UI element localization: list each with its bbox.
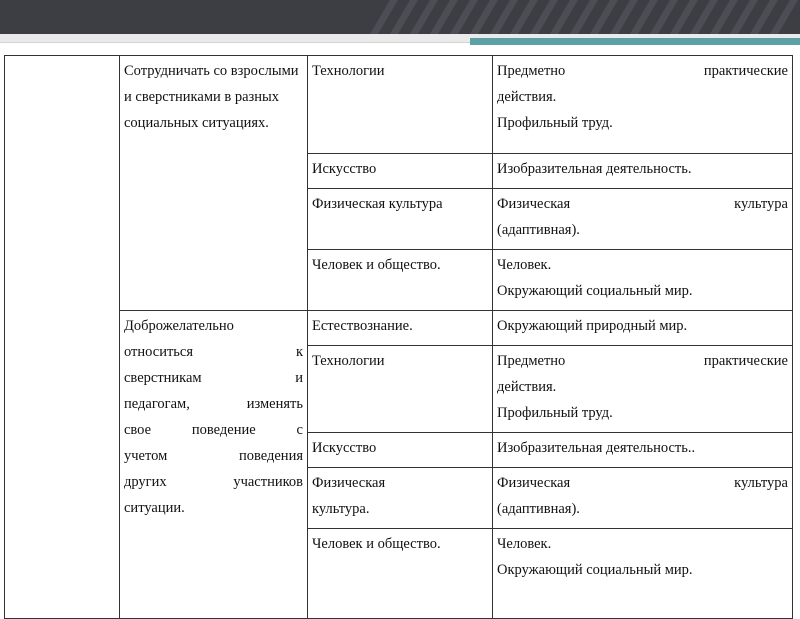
- header-accent-bar: [470, 38, 800, 45]
- goal-line: ситуации.: [124, 500, 185, 516]
- empty-first-column: [5, 56, 120, 619]
- subject-text: Технологии: [312, 63, 385, 79]
- subject-text: Искусство: [312, 440, 377, 456]
- goal-line: Доброжелательно: [124, 318, 234, 334]
- goal-line: сверстникам и: [124, 370, 303, 386]
- activity-line: действия.: [497, 89, 557, 105]
- subject-text: Физическая культура: [312, 196, 443, 212]
- table-row: [5, 311, 793, 346]
- activity-cell: [493, 250, 793, 311]
- curriculum-table: [4, 55, 793, 619]
- activity-line: Изобразительная деятельность..: [497, 440, 696, 456]
- subject-text: Технологии: [312, 353, 385, 369]
- activity-line: Окружающий социальный мир.: [497, 283, 693, 299]
- activity-cell: [493, 311, 793, 346]
- subject-cell: [308, 433, 493, 468]
- subject-cell: [308, 250, 493, 311]
- activity-line: Изобразительная деятельность.: [497, 161, 692, 177]
- activity-line: (адаптивная).: [497, 501, 580, 517]
- activity-cell: [493, 529, 793, 619]
- activity-cell: [493, 56, 793, 154]
- goal-line: учетом поведения: [124, 448, 303, 464]
- activity-line: Физическая культура: [497, 196, 788, 212]
- activity-line: Предметно практические: [497, 63, 788, 79]
- activity-cell: [493, 346, 793, 433]
- subject-cell: [308, 529, 493, 619]
- activity-line: действия.: [497, 379, 557, 395]
- subject-text: Естествознание.: [312, 318, 413, 334]
- activity-cell: [493, 468, 793, 529]
- goal-line: других участников: [124, 474, 303, 490]
- subject-text: Человек и общество.: [312, 536, 441, 552]
- subject-text: культура.: [312, 501, 370, 517]
- goal-line: относиться к: [124, 344, 303, 360]
- subject-text: Искусство: [312, 161, 377, 177]
- subject-cell: [308, 346, 493, 433]
- activity-line: Профильный труд.: [497, 115, 613, 131]
- subject-text: Физическая: [312, 475, 386, 491]
- subject-cell: [308, 468, 493, 529]
- subject-cell: [308, 154, 493, 189]
- goal-text: Сотрудничать со взрослыми и сверстниками в разных социальных ситуациях.: [124, 63, 299, 131]
- subject-text: Человек и общество.: [312, 257, 441, 273]
- header-stripes-decoration: [370, 0, 800, 34]
- activity-line: Профильный труд.: [497, 405, 613, 421]
- activity-line: Окружающий природный мир.: [497, 318, 688, 334]
- goal-cell: [120, 56, 308, 311]
- activity-line: Человек.: [497, 257, 552, 273]
- subject-cell: [308, 56, 493, 154]
- activity-cell: [493, 189, 793, 250]
- goal-line: свое поведение с: [124, 422, 303, 438]
- table-row: [5, 56, 793, 154]
- activity-line: Окружающий социальный мир.: [497, 562, 693, 578]
- activity-cell: [493, 154, 793, 189]
- subject-cell: [308, 189, 493, 250]
- activity-line: Предметно практические: [497, 353, 788, 369]
- goal-line: педагогам, изменять: [124, 396, 303, 412]
- subject-cell: [308, 311, 493, 346]
- activity-line: Физическая культура: [497, 475, 788, 491]
- activity-line: Человек.: [497, 536, 552, 552]
- goal-cell: [120, 311, 308, 619]
- activity-cell: [493, 433, 793, 468]
- activity-line: (адаптивная).: [497, 222, 580, 238]
